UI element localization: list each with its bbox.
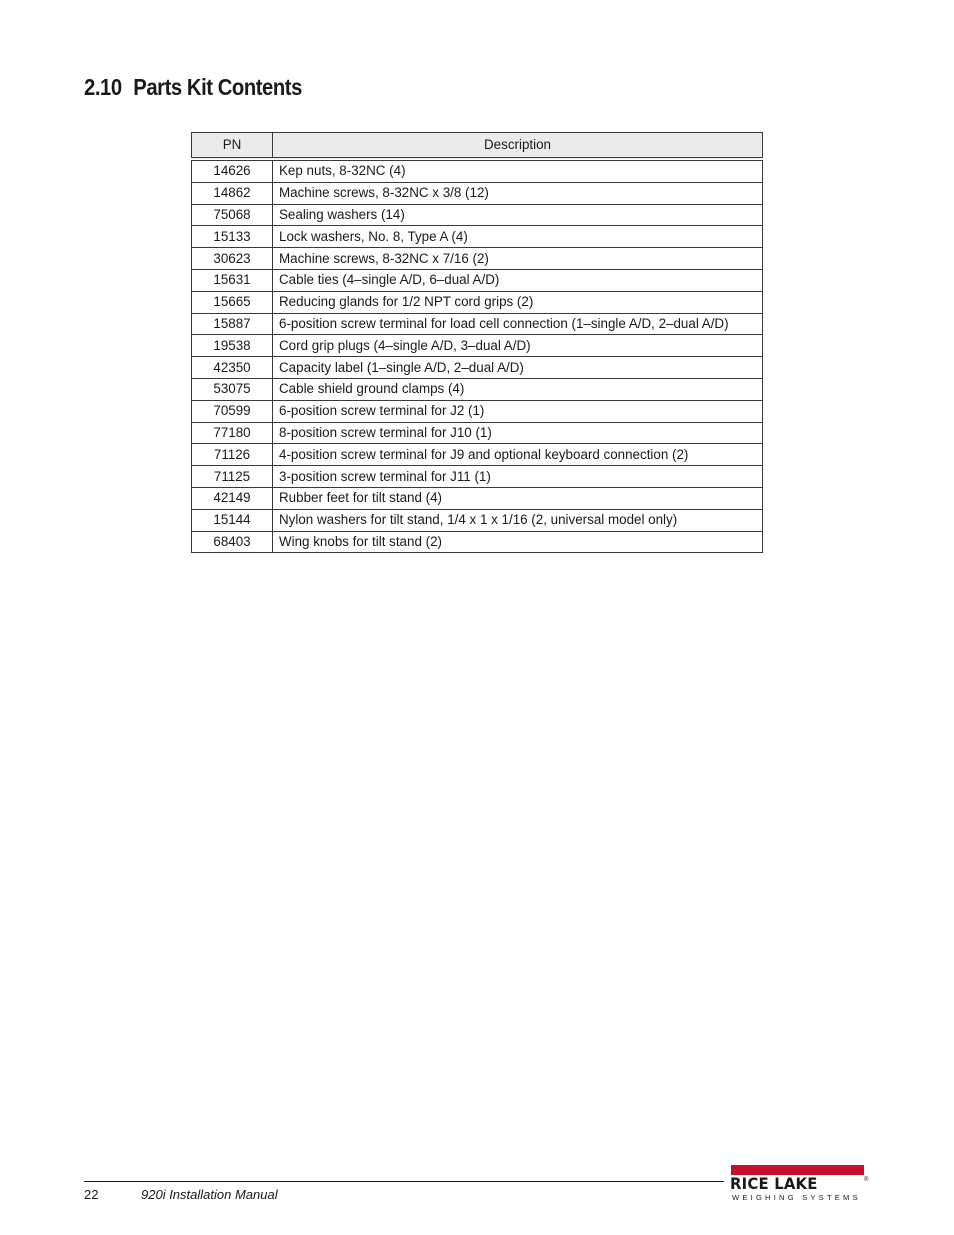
part-description-cell: Kep nuts, 8-32NC (4) [273,159,763,182]
logo-registered-mark: ® [864,1177,869,1183]
part-description-cell: Reducing glands for 1/2 NPT cord grips (2) [273,291,763,313]
part-number-cell: 68403 [192,531,273,553]
table-header-row [192,133,763,160]
part-number-cell: 14862 [192,182,273,204]
part-description-cell: Sealing washers (14) [273,204,763,226]
part-description-cell: Machine screws, 8-32NC x 3/8 (12) [273,182,763,204]
part-description-cell: Capacity label (1–single A/D, 2–dual A/D) [273,357,763,379]
part-description-cell: Rubber feet for tilt stand (4) [273,487,763,509]
part-description-cell: Cable shield ground clamps (4) [273,378,763,400]
table-row [192,422,763,444]
table-row [192,531,763,553]
part-description-cell: 4-position screw terminal for J9 and optional keyboard connection (2) [273,444,763,466]
part-number-cell: 15133 [192,226,273,248]
parts-kit-table [191,132,763,553]
part-number-cell: 15144 [192,509,273,531]
footer-page-number: 22 [84,1187,99,1202]
table-row [192,291,763,313]
description-column-header: Description [273,133,763,160]
table-row [192,378,763,400]
part-number-cell: 53075 [192,378,273,400]
part-number-cell: 71126 [192,444,273,466]
table-row [192,248,763,270]
footer-manual-title: 920i Installation Manual [141,1187,278,1202]
part-description-cell: Cable ties (4–single A/D, 6–dual A/D) [273,269,763,291]
part-number-cell: 15631 [192,269,273,291]
part-description-cell: Lock washers, No. 8, Type A (4) [273,226,763,248]
part-description-cell: 3-position screw terminal for J11 (1) [273,466,763,488]
part-description-cell: Machine screws, 8-32NC x 7/16 (2) [273,248,763,270]
part-description-cell: 6-position screw terminal for load cell connection (1–single A/D, 2–dual A/D) [273,313,763,335]
table-row [192,269,763,291]
table-row [192,335,763,357]
table-row [192,357,763,379]
part-number-cell: 70599 [192,400,273,422]
part-number-cell: 75068 [192,204,273,226]
part-number-cell: 42350 [192,357,273,379]
table-row [192,509,763,531]
table-row [192,159,763,182]
part-number-cell: 42149 [192,487,273,509]
parts-table-body [192,159,763,553]
section-number: 2.10 [84,74,122,100]
table-row [192,466,763,488]
table-row [192,226,763,248]
rice-lake-logo [728,1165,870,1205]
table-row [192,444,763,466]
part-number-cell: 71125 [192,466,273,488]
logo-brand-text: RICE LAKE [730,1174,818,1193]
part-description-cell: Wing knobs for tilt stand (2) [273,531,763,553]
table-row [192,400,763,422]
section-heading [84,74,302,101]
part-number-cell: 19538 [192,335,273,357]
part-number-cell: 30623 [192,248,273,270]
logo-tagline: WEIGHING SYSTEMS [732,1193,861,1202]
part-number-cell: 15887 [192,313,273,335]
footer-divider [84,1181,724,1182]
part-number-cell: 77180 [192,422,273,444]
table-row [192,182,763,204]
pn-column-header: PN [192,133,273,160]
table-row [192,487,763,509]
part-number-cell: 14626 [192,159,273,182]
part-description-cell: Nylon washers for tilt stand, 1/4 x 1 x 1/16 (2, universal model only) [273,509,763,531]
table-row [192,204,763,226]
table-row [192,313,763,335]
part-description-cell: 6-position screw terminal for J2 (1) [273,400,763,422]
part-number-cell: 15665 [192,291,273,313]
part-description-cell: 8-position screw terminal for J10 (1) [273,422,763,444]
part-description-cell: Cord grip plugs (4–single A/D, 3–dual A/D) [273,335,763,357]
section-title: Parts Kit Contents [133,74,302,100]
